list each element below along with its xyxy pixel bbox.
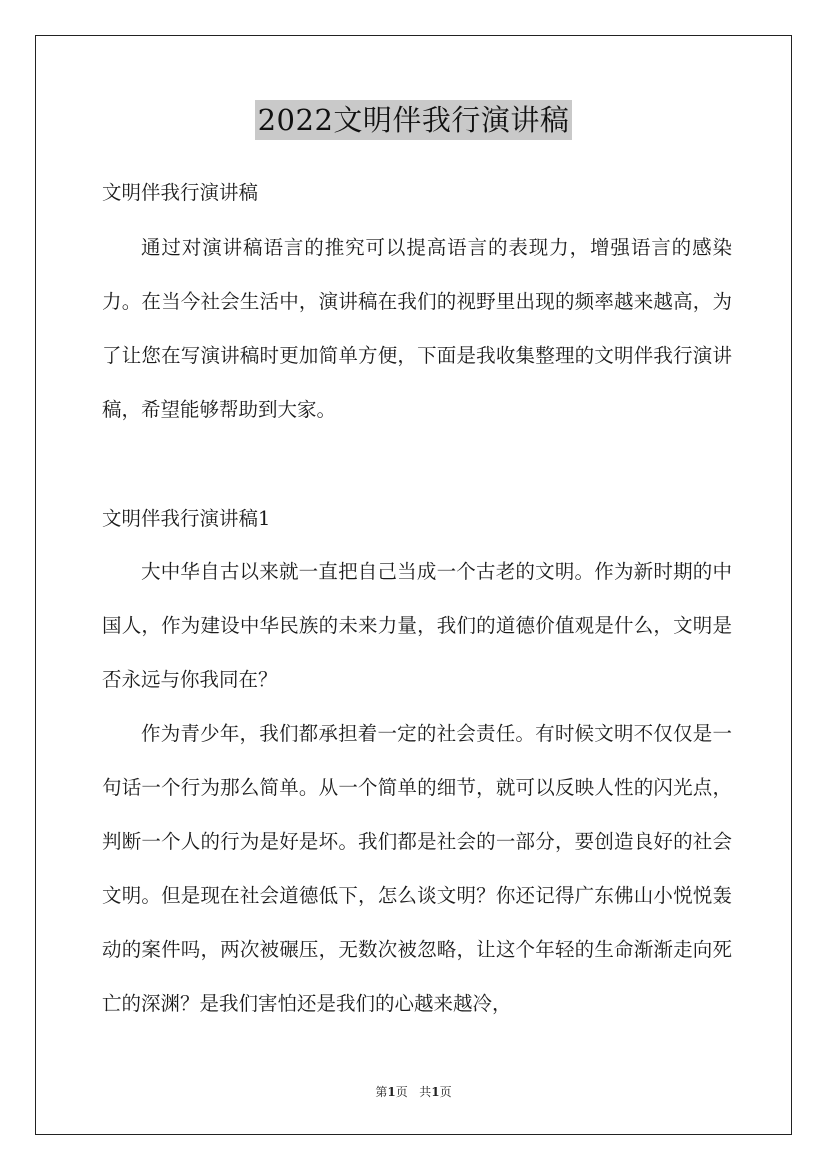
- page-footer: [0, 1083, 827, 1100]
- total-prefix: 共: [419, 1085, 432, 1099]
- title-area: [0, 100, 827, 140]
- document-title: 2022文明伴我行演讲稿: [255, 100, 573, 140]
- document-subtitle: 文明伴我行演讲稿: [102, 181, 259, 204]
- page-suffix: 页: [395, 1085, 408, 1099]
- body-paragraph-2: 作为青少年，我们都承担着一定的社会责任。有时候文明不仅仅是一句话一个行为那么简单。从一个简单的细节，就可以反映人性的闪光点，判断一个人的行为是好是坏。我们都是社会的一部分，要创造良好的社会文明。但是现在社会道德低下，怎么谈文明？你还记得广东佛山小悦悦轰动的案件吗，两次被碾压，无数次被忽略，让这个年轻的生命渐渐走向死亡的深渊？是我们害怕还是我们的心越来越冷，: [102, 722, 732, 1015]
- total-suffix: 页: [439, 1085, 452, 1099]
- page-prefix: 第: [375, 1085, 388, 1099]
- intro-paragraph: 通过对演讲稿语言的推究可以提高语言的表现力，增强语言的感染力。在当今社会生活中，演讲稿在我们的视野里出现的频率越来越高，为了让您在写演讲稿时更加简单方便，下面是我收集整理的文明伴我行演讲稿，希望能够帮助到大家。: [102, 236, 732, 421]
- total-number: 1: [431, 1085, 440, 1099]
- body-paragraph-1: 大中华自古以来就一直把自己当成一个古老的文明。作为新时期的中国人，作为建设中华民族的未来力量，我们的道德价值观是什么，文明是否永远与你我同在？: [102, 560, 732, 691]
- section-heading: 文明伴我行演讲稿1: [102, 507, 271, 530]
- page-number: 1: [387, 1085, 396, 1099]
